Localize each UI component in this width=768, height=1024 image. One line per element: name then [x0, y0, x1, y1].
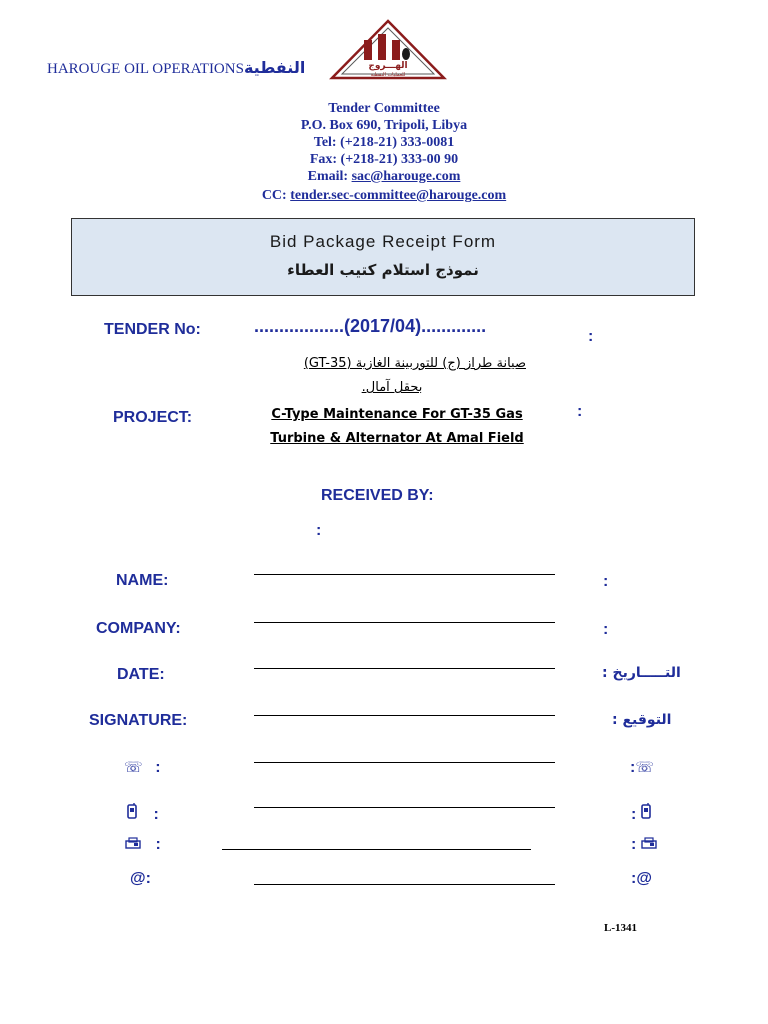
telephone-icon-ar: ☏	[635, 758, 655, 776]
project-ar-line1: صيانة طراز (ج) للتوربينة الغازية (GT-35)	[303, 356, 526, 371]
email-link[interactable]: sac@harouge.com	[351, 169, 461, 184]
contact-fax: Fax: (+218-21) 333-00 90	[309, 152, 459, 167]
telephone-row-label	[124, 758, 161, 777]
date-field-line[interactable]	[254, 668, 555, 669]
company-name	[47, 58, 305, 78]
name-field-line[interactable]	[254, 574, 555, 575]
form-title-en: Bid Package Receipt Form	[269, 232, 497, 251]
mobile-ar-label	[631, 803, 651, 824]
contact-tel: Tel: (+218-21) 333-0081	[313, 135, 455, 150]
tender-ar-colon: :	[588, 328, 594, 345]
telephone-field-line[interactable]	[254, 762, 555, 763]
telephone-ar-colon: :	[630, 759, 636, 776]
signature-ar-label: التوقيع :	[612, 712, 672, 728]
company-field-line[interactable]	[254, 622, 555, 623]
mobile-row-label	[127, 803, 159, 824]
cc-label: CC:	[261, 188, 287, 203]
fax-ar-label	[631, 836, 657, 854]
mobile-field-line[interactable]	[254, 807, 555, 808]
fax-field-line[interactable]	[222, 849, 531, 850]
contact-cc-row	[0, 187, 768, 204]
fax-colon: :	[155, 836, 161, 853]
email-label: Email:	[307, 169, 349, 184]
email-ar-label: :@	[631, 870, 652, 887]
project-ar-line2: بحقل آمال.	[361, 380, 423, 395]
received-by-ar-colon: :	[316, 522, 322, 539]
cc-email-link[interactable]: tender.sec-committee@harouge.com	[290, 188, 507, 203]
mobile-phone-icon	[127, 803, 137, 819]
contact-email-row	[0, 168, 768, 185]
telephone-icon: ☏	[124, 758, 143, 776]
email-field-label: @:	[130, 870, 151, 887]
logo-text-ar: الهـــروج	[368, 61, 408, 71]
harouge-logo	[328, 18, 448, 84]
fax-ar-colon: :	[631, 836, 637, 853]
contact-committee: Tender Committee	[328, 101, 440, 116]
form-title-box	[71, 218, 695, 296]
project-en-line1: C-Type Maintenance For GT-35 Gas	[271, 407, 523, 422]
project-en-line2: Turbine & Alternator At Amal Field	[270, 431, 524, 446]
company-name-en: HAROUGE OIL OPERATIONS	[47, 61, 244, 77]
company-label: COMPANY:	[96, 620, 181, 637]
document-reference: L-1341	[604, 922, 637, 934]
contact-address: P.O. Box 690, Tripoli, Libya	[300, 118, 468, 133]
tender-number: ..................(2017/04).............	[254, 316, 487, 336]
fax-icon-ar	[641, 837, 657, 849]
company-name-ar: النفطية	[243, 58, 306, 77]
telephone-ar-label	[630, 758, 654, 777]
form-title-ar: نموذج استلام كتيب العطاء	[287, 261, 479, 279]
fax-icon	[125, 837, 141, 849]
tender-label: TENDER No:	[104, 321, 201, 338]
telephone-colon: :	[155, 759, 161, 776]
signature-field-line[interactable]	[254, 715, 555, 716]
name-label: NAME:	[116, 572, 169, 589]
fax-row-label	[125, 836, 161, 854]
project-label: PROJECT:	[113, 409, 193, 426]
company-ar-label: :	[603, 621, 609, 638]
email-field-line[interactable]	[254, 884, 555, 885]
name-ar-label: :	[603, 573, 609, 590]
mobile-phone-icon-ar	[641, 803, 651, 819]
received-by-label: RECEIVED BY:	[321, 487, 434, 504]
mobile-colon: :	[153, 806, 159, 823]
mobile-ar-colon: :	[631, 806, 637, 823]
date-ar-label: التـــــاريخ :	[602, 665, 681, 681]
project-ar-colon: :	[577, 403, 583, 420]
signature-label: SIGNATURE:	[89, 712, 188, 729]
project-title-ar	[258, 352, 526, 400]
date-label: DATE:	[117, 666, 165, 683]
project-title-en	[262, 403, 532, 451]
logo-subtext-ar: للعمليات النفطية	[370, 72, 406, 78]
